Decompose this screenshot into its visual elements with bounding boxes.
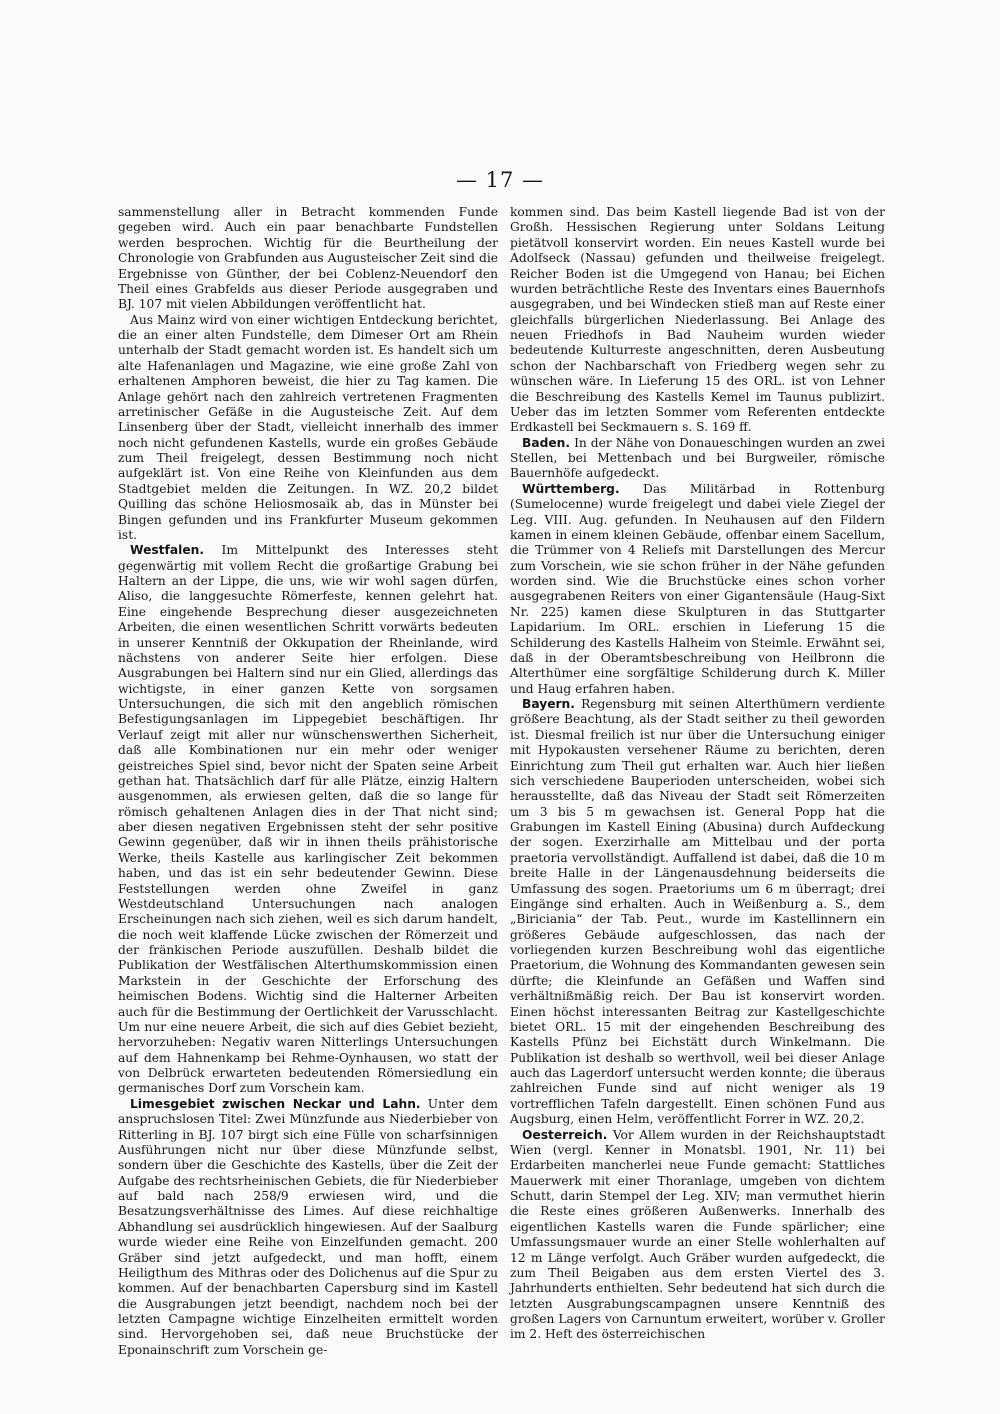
baden-section <box>510 436 885 482</box>
left-paragraph-1: sammenstellung aller in Betracht kommenden Funde gegeben wird. Auch ein paar benachbarte Fundstellen werden besprochen. Wichtig für die Beurtheilung der Chronologie von Grabfunden aus Augusteischer Zeit sind die Ergebnisse von Günther, der bei Coblenz-Neuendorf den Theil eines Grabfelds aus dieser Periode ausgegraben und BJ. 107 mit vielen Abbildungen veröffentlicht hat. <box>118 205 498 312</box>
left-column <box>118 205 498 1357</box>
section-heading-limesgebiet: Limesgebiet zwischen Neckar und Lahn. <box>130 1096 421 1111</box>
limesgebiet-text: Unter dem anspruchslosen Titel: Zwei Münzfunde aus Niederbieber von Ritterling in BJ. 107 birgt sich eine Fülle von scharfsinnigen Ausführungen nicht nur über diese Münzfunde selbst, sondern über die Geschichte des Kastells, über die Zeit der Aufgabe des rechtsrheinischen Gebiets, die für Niederbieber auf bald nach 258/9 erwiesen wird, und die Besatzungsverhältnisse des Limes. Auf diese reichhaltige Abhandlung sei ausdrücklich hingewiesen. Auf der Saalburg wurde wieder eine Reihe von Einzelfunden gemacht. 200 Gräber sind jetzt aufgedeckt, und man hofft, einem Heiligthum des Mithras oder des Dolichenus auf die Spur zu kommen. Auf der benachbarten Capersburg sind im Kastell die Ausgrabungen jetzt beendigt, nachdem noch bei der letzten Campagne wichtige Einzelheiten ermittelt worden sind. Hervorgehoben sei, daß neue Bruchstücke der Eponainschrift zum Vorschein ge- <box>118 1096 498 1357</box>
bayern-section <box>510 697 885 1128</box>
section-heading-wuerttemberg: Württemberg. <box>522 481 620 496</box>
page-number: — 17 — <box>455 168 545 192</box>
right-paragraph-1: kommen sind. Das beim Kastell liegende Bad ist von der Großh. Hessischen Regierung unter Soldans Leitung pietätvoll konservirt worden. Ein neues Kastell wurde bei Adolfseck (Nassau) gefunden und theilweise freigelegt. Reicher Boden ist die Umgegend von Hanau; bei Eichen wurden beträchtliche Reste des Inventars eines Bauernhofs ausgegraben, und bei Windecken stieß man auf Reste einer gleichfalls bürgerlichen Niederlassung. Bei Anlage des neuen Friedhofs in Bad Nauheim wurden wieder bedeutende Kulturreste angeschnitten, deren Ausbeutung schon der Nachbarschaft von Friedberg wegen sehr zu wünschen wäre. In Lieferung 15 des ORL. ist von Lehner die Beschreibung des Kastells Kemel im Taunus publizirt. Ueber das im letzten Sommer vom Referenten entdeckte Erdkastell bei Seckmauern s. S. 169 ff. <box>510 205 885 435</box>
wuerttemberg-text: Das Militärbad in Rottenburg (Sumelocenne) wurde freigelegt und dabei viele Ziegel der Leg. VIII. Aug. gefunden. In Neuhausen auf den Fildern kamen in einem kleinen Gebäude, offenbar einem Sacellum, die Trümmer von 4 Reliefs mit Darstellungen des Mercur zum Vorschein, wie sie schon früher in der Nähe gefunden worden sind. Wie die Bruchstücke eines schon vorher ausgegrabenen Reiters von einer Gigantensäule (Haug-Sixt Nr. 225) kamen diese Skulpturen in das Stuttgarter Lapidarium. Im ORL. erschien in Lieferung 15 die Schilderung des Kastells Halheim von Steimle. Erwähnt sei, daß in der Oberamtsbeschreibung von Heilbronn die Alterthümer eine sorgfältige Schilderung durch K. Miller und Haug erfahren haben. <box>510 481 885 696</box>
bayern-text: Regensburg mit seinen Alterthümern verdiente größere Beachtung, als der Stadt seither zu theil geworden ist. Diesmal freilich ist nur über die Untersuchung einiger mit Hypokausten versehener Räume zu berichten, deren Einrichtung zum Theil gut erhalten war. Auch hier ließen sich verschiedene Bauperioden unterscheiden, wobei sich herausstellte, daß das Niveau der Stadt seit Römerzeiten um 3 bis 5 m gewachsen ist. General Popp hat die Grabungen im Kastell Eining (Abusina) durch Aufdeckung der sogen. Exerzirhalle am Mittelbau und der porta praetoria vervollständigt. Auffallend ist dabei, daß die 10 m breite Halle in der Längenausdehnung beiderseits die Umfassung des sogen. Praetoriums um 6 m überragt; drei Eingänge sind erhalten. Auch in Weißenburg a. S., dem „Biriciania“ der Tab. Peut., wurde im Kastellinnern ein größeres Gebäude aufgeschlossen, das nach der vorliegenden kurzen Beschreibung wohl das eigentliche Praetorium, die Wohnung des Kommandanten gewesen sein dürfte; die Kleinfunde an Gefäßen und Waffen sind verhältnißmäßig reich. Der Bau ist konservirt worden. Einen höchst interessanten Beitrag zur Kastellgeschichte bietet ORL. 15 mit der eingehenden Beschreibung des Kastells Pfünz bei Eichstätt durch Winkelmann. Die Publikation ist deshalb so werthvoll, weil bei dieser Anlage auch das Lagerdorf untersucht werden konnte; die überaus zahlreichen Funde sind auf nicht weniger als 19 vortrefflichen Tafeln dargestellt. Einen schönen Fund aus Augsburg, einen Helm, veröffentlicht Forrer in WZ. 20,2. <box>510 697 885 1127</box>
baden-text: In der Nähe von Donaueschingen wurden an zwei Stellen, bei Mettenbach und bei Burgweiler, römische Bauernhöfe aufgedeckt. <box>510 435 885 481</box>
limesgebiet-section <box>118 1097 498 1358</box>
section-heading-oesterreich: Oesterreich. <box>522 1127 608 1142</box>
oesterreich-section <box>510 1128 885 1343</box>
section-heading-baden: Baden. <box>522 435 571 450</box>
left-paragraph-2: Aus Mainz wird von einer wichtigen Entdeckung berichtet, die an einer alten Fundstelle, dem Dimeser Ort am Rhein unterhalb der Stadt gemacht worden ist. Es handelt sich um alte Hafenanlagen und Magazine, wie eine große Zahl von erhaltenen Amphoren beweist, die hier zu Tag kamen. Die Anlage gehört nach den zahlreich vertretenen Fragmenten arretinischer Gefäße in die Augusteische Zeit. Auf dem Linsenberg über der Stadt, vielleicht innerhalb des immer noch nicht gefundenen Kastells, wurde ein großes Gebäude zum Theil freigelegt, dessen Bestimmung noch nicht aufgeklärt ist. Von eine Reihe von Kleinfunden aus dem Stadtgebiet melden die Zeitungen. In WZ. 20,2 bildet Quilling das schöne Heliosmosaik ab, das in Münster bei Bingen gefunden und ins Frankfurter Museum gekommen ist. <box>118 312 498 542</box>
westfalen-section <box>118 543 498 1097</box>
right-column <box>510 205 885 1342</box>
section-heading-bayern: Bayern. <box>522 697 575 711</box>
oesterreich-text: Vor Allem wurden in der Reichshauptstadt Wien (vergl. Kenner in Monatsbl. 1901, Nr. 11) bei Erdarbeiten mancherlei neue Funde gemacht: Stattliches Mauerwerk mit einer Thoranlage, umgeben von dichtem Schutt, darin Stempel der Leg. XIV; man vermuthet hierin die Reste eines größeren Außenwerks. Innerhalb des eigentlichen Kastells waren die Funde spärlicher; eine Umfassungsmauer wurde an einer Stelle wohlerhalten auf 12 m Länge verfolgt. Auch Gräber wurden aufgedeckt, die zum Theil Beigaben aus dem ersten Viertel des 3. Jahrhunderts enthielten. Sehr bedeutend hat sich durch die letzten Ausgrabungscampagnen unsere Kenntniß des großen Lagers von Carnuntum erweitert, worüber v. Groller im 2. Heft des österreichischen <box>510 1127 885 1342</box>
westfalen-text: Im Mittelpunkt des Interesses steht gegenwärtig mit vollem Recht die großartige Grabung bei Haltern an der Lippe, die uns, wie wir wohl sagen dürfen, Aliso, die langgesuchte Römerfeste, kennen gelehrt hat. Eine eingehende Besprechung dieser ausgezeichneten Arbeiten, die einen wesentlichen Schritt vorwärts bedeuten in unserer Kenntniß der Okkupation der Rheinlande, wird nächstens von anderer Seite hier erfolgen. Diese Ausgrabungen bei Haltern sind nur ein Glied, allerdings das wichtigste, in einer ganzen Kette von sorgsamen Untersuchungen, die sich mit den angeblich römischen Befestigungsanlagen im Lippegebiet beschäftigen. Ihr Verlauf zeigt mit aller nur wünschenswerthen Sicherheit, daß alle Kombinationen nur ein mehr oder weniger geistreiches Spiel sind, bevor nicht der Spaten seine Arbeit gethan hat. Thatsächlich darf für alle Plätze, einzig Haltern ausgenommen, als erwiesen gelten, daß die so lange für römisch gehaltenen Anlagen dies in der That nicht sind; aber diesen negativen Ergebnissen steht der sehr positive Gewinn gegenüber, daß wir in ihnen theils prähistorische Werke, theils Kastelle aus karlingischer Zeit bekommen haben, und das ist ein sehr bedeutender Gewinn. Diese Feststellungen werden ohne Zweifel in ganz Westdeutschland Untersuchungen nach analogen Erscheinungen nach sich ziehen, weil es sich darum handelt, die noch weit klaffende Lücke zwischen der Römerzeit und der fränkischen Periode auszufüllen. Deshalb bildet die Publikation der Westfälischen Alterthumskommission einen Markstein in der Geschichte der Erforschung des heimischen Bodens. Wichtig sind die Halterner Arbeiten auch für die Bestimmung der Oertlichkeit der Varusschlacht. Um nur eine neuere Arbeit, die sich auf dies Gebiet bezieht, hervorzuheben: Negativ waren Nitterlings Untersuchungen auf dem Hahnenkamp bei Rehme-Oynhausen, wo statt der von Delbrück erwarteten bedeutenden Römersiedlung ein germanisches Dorf zum Vorschein kam. <box>118 543 498 1096</box>
wuerttemberg-section <box>510 482 885 697</box>
section-heading-westfalen: Westfalen. <box>130 543 205 558</box>
